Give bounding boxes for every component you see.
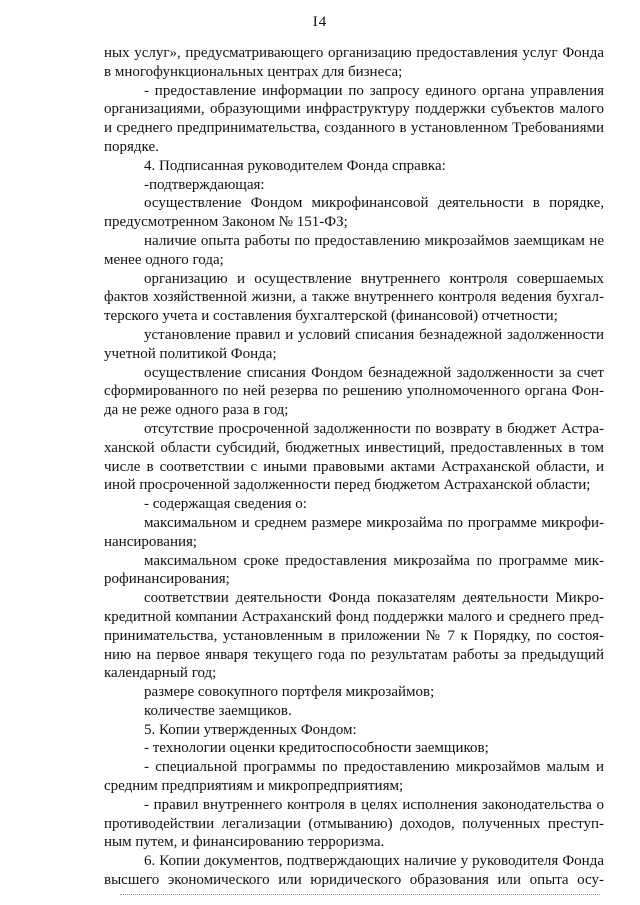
text-line: порядке.	[104, 138, 159, 155]
text-line: средним предприятиям и микропредприятиям;	[104, 778, 404, 795]
document-body	[104, 44, 604, 890]
scan-artifact-line	[120, 894, 600, 895]
text-line: рофинансирования;	[104, 571, 230, 588]
text-line: высшего экономического или юридического образования или опыта осу-	[104, 872, 604, 889]
text-line: иной просроченной задолженности перед бюджетом Астраханской области;	[104, 477, 591, 494]
text-line: - технологии оценки кредитоспособности заемщиков;	[144, 740, 489, 757]
text-line: числе в соответствии с иными правовыми актами Астраханской области, и	[104, 458, 604, 475]
text-line: да не реже одного раза в год;	[104, 402, 289, 419]
text-line: - правил внутреннего контроля в целях исполнения законодательства о	[144, 796, 604, 813]
text-line: организацию и осуществление внутреннего контроля совершаемых	[144, 270, 604, 287]
text-line: ханской области субсидий, бюджетных инвестиций, предоставленных в том	[104, 439, 604, 456]
text-line: осуществление Фондом микрофинансовой деятельности в порядке,	[144, 195, 604, 212]
text-line: 4. Подписанная руководителем Фонда справка:	[144, 157, 446, 174]
text-line: ным путем, и финансированию терроризма.	[104, 834, 385, 851]
text-line: максимальном сроке предоставления микрозайма по программе мик-	[144, 552, 604, 569]
text-line: нию на первое января текущего года по результатам работы за предыдущий	[104, 646, 604, 663]
text-line: - специальной программы по предоставлению микрозаймов малым и	[144, 759, 604, 776]
text-line: размере совокупного портфеля микрозаймов;	[144, 684, 435, 701]
text-line: менее одного года;	[104, 251, 224, 268]
text-line: принимательства, установленным в приложении № 7 к Порядку, по состоя-	[104, 627, 604, 644]
page-number: I4	[312, 14, 328, 30]
text-line: фактов хозяйственной жизни, а также внутреннего контроля ведения бухгал-	[104, 289, 604, 306]
text-line: -подтверждающая:	[144, 176, 265, 193]
text-line: терского учета и составления бухгалтерской (финансовой) отчетности;	[104, 308, 558, 325]
text-line: противодействии легализации (отмыванию) доходов, полученных преступ-	[104, 815, 604, 832]
text-line: ных услуг», предусматривающего организацию предоставления услуг Фонда	[104, 45, 604, 61]
text-line: в многофункциональных центрах для бизнеса;	[104, 63, 403, 80]
text-line: учетной политикой Фонда;	[104, 345, 277, 362]
text-line: сформированного по ней резерва по решению уполномоченного органа Фон-	[104, 383, 604, 400]
text-line: осуществление списания Фондом безнадежной задолженности за счет	[144, 364, 604, 381]
text-line: кредитной компании Астраханский фонд поддержки малого и среднего пред-	[104, 608, 604, 625]
text-line: максимальном и среднем размере микрозайма по программе микрофи-	[144, 514, 604, 531]
text-line: и среднего предпринимательства, созданного в установленном Требованиями	[104, 120, 604, 137]
text-line: - предоставление информации по запросу единого органа управления	[144, 82, 604, 99]
text-line: нансирования;	[104, 533, 198, 550]
text-line: предусмотренном Законом № 151-ФЗ;	[104, 214, 348, 231]
text-line: календарный год;	[104, 665, 217, 682]
text-line: 6. Копии документов, подтверждающих наличие у руководителя Фонда	[144, 853, 604, 870]
text-line: отсутствие просроченной задолженности по возврату в бюджет Астра-	[144, 420, 604, 437]
text-line: 5. Копии утвержденных Фондом:	[144, 721, 357, 738]
text-line: соответствии деятельности Фонда показателям деятельности Микро-	[144, 590, 604, 607]
text-line: количестве заемщиков.	[144, 702, 292, 719]
text-line: организациями, образующими инфраструктуру поддержки субъектов малого	[104, 101, 604, 118]
text-line: установление правил и условий списания безнадежной задолженности	[144, 326, 604, 343]
text-line: - содержащая сведения о:	[144, 496, 307, 513]
text-line: наличие опыта работы по предоставлению микрозаймов заемщикам не	[144, 232, 604, 249]
